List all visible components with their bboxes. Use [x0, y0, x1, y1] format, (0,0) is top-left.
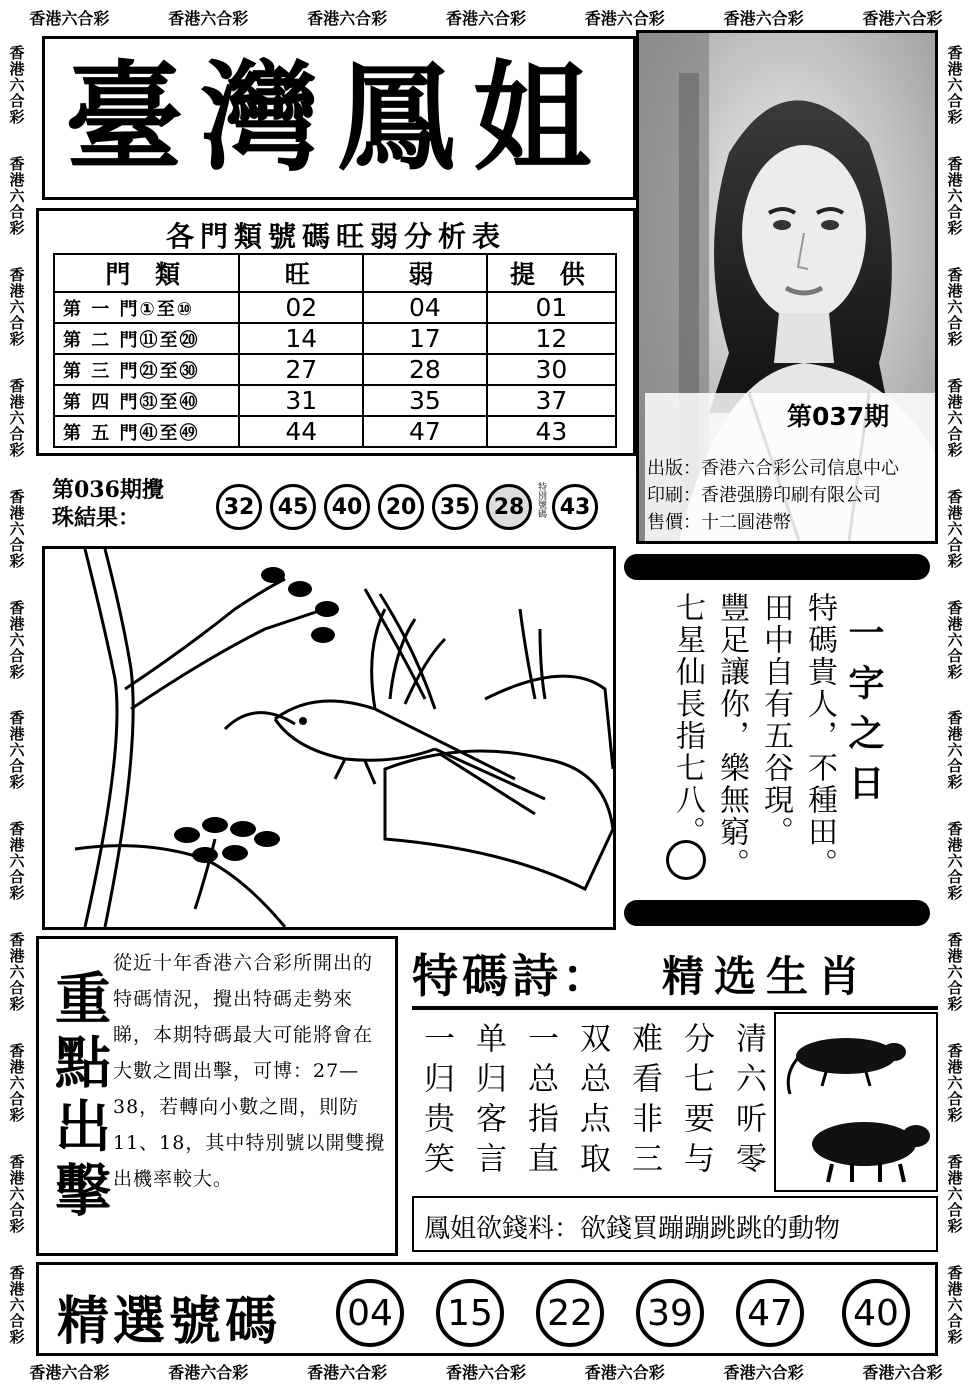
- border-text: 香港六合彩: [307, 8, 388, 28]
- side-text: 香港六合彩: [7, 821, 26, 902]
- border-text: 香港六合彩: [723, 1362, 804, 1382]
- result-ball: 45: [270, 484, 316, 530]
- weak-cell: 04: [363, 292, 487, 323]
- side-text: 香港六合彩: [7, 377, 26, 458]
- side-text: 香港六合彩: [7, 1264, 26, 1345]
- side-text: 香港六合彩: [7, 1153, 26, 1234]
- poem-column: 一归贵笑: [418, 1022, 454, 1182]
- stamp-icon: [666, 840, 706, 880]
- poem-column: 双总点取: [574, 1022, 610, 1182]
- side-text: 香港六合彩: [945, 267, 964, 348]
- border-text: 香港六合彩: [307, 1362, 388, 1382]
- border-text: 香港六合彩: [723, 8, 804, 28]
- table-row: [54, 354, 616, 385]
- side-text: 香港六合彩: [945, 377, 964, 458]
- result-ball: 28: [486, 484, 532, 530]
- strong-cell: 27: [239, 354, 363, 385]
- rat-and-pig-icon: [776, 1014, 936, 1190]
- door-cell: 第 四 門㉛至㊵: [54, 385, 239, 416]
- analysis-table: [53, 253, 617, 448]
- analysis-table-wrap: [53, 253, 617, 447]
- focus-heading: 重點出擊: [46, 969, 112, 1225]
- poem-subtitle: 精选生肖: [662, 952, 871, 1001]
- bottom-border-band: [0, 1354, 972, 1388]
- table-row: [54, 416, 616, 447]
- side-text: 香港六合彩: [945, 1042, 964, 1123]
- side-text: 香港六合彩: [945, 710, 964, 791]
- riddle-line: 特碼貴人，不種田。: [802, 592, 837, 880]
- provide-cell: 01: [487, 292, 616, 323]
- poem-grid: [412, 1010, 772, 1190]
- side-text: 香港六合彩: [7, 599, 26, 680]
- side-text: 香港六合彩: [7, 932, 26, 1013]
- left-border-band: [0, 30, 34, 1360]
- header-strong: 旺: [239, 254, 363, 292]
- border-text: 香港六合彩: [584, 1362, 665, 1382]
- weak-cell: 28: [363, 354, 487, 385]
- header-door: 門 類: [54, 254, 239, 292]
- masthead-title: 臺灣鳳姐: [65, 48, 610, 187]
- side-text: 香港六合彩: [945, 1264, 964, 1345]
- result-ball: 40: [324, 484, 370, 530]
- poem-column: 清六听零: [730, 1022, 766, 1182]
- door-cell: 第 三 門㉑至㉚: [54, 354, 239, 385]
- pick-number: 04: [336, 1279, 404, 1347]
- picks-label: 精選號碼: [57, 1292, 282, 1352]
- border-text: 香港六合彩: [168, 8, 249, 28]
- bird-illustration: [45, 549, 613, 927]
- table-row: [54, 292, 616, 323]
- border-text: 香港六合彩: [445, 1362, 526, 1382]
- poem-column: 难看非三: [626, 1022, 662, 1182]
- strong-cell: 02: [239, 292, 363, 323]
- side-text: 香港六合彩: [7, 1042, 26, 1123]
- side-text: 香港六合彩: [7, 156, 26, 237]
- results-label-line1: 第036期攪: [52, 477, 164, 503]
- weak-cell: 47: [363, 416, 487, 447]
- weak-cell: 35: [363, 385, 487, 416]
- result-ball: 20: [378, 484, 424, 530]
- pick-number: 22: [536, 1279, 604, 1347]
- issue-label: 第037期: [787, 402, 890, 431]
- poem-column: 分七要与: [678, 1022, 714, 1182]
- riddle-heading: 一字之日: [843, 614, 885, 814]
- riddle-panel: [632, 584, 922, 896]
- header-weak: 弱: [363, 254, 487, 292]
- side-text: 香港六合彩: [945, 599, 964, 680]
- poem-column: 单归客言: [470, 1022, 506, 1182]
- side-text: 香港六合彩: [945, 45, 964, 126]
- result-ball: 32: [216, 484, 262, 530]
- publisher-price: 售價：十二圓港幣: [647, 512, 791, 533]
- provide-cell: 37: [487, 385, 616, 416]
- publisher-publish: 出版：香港六合彩公司信息中心: [647, 458, 899, 479]
- border-text: 香港六合彩: [168, 1362, 249, 1382]
- bird-illustration-panel: [42, 546, 616, 930]
- strong-cell: 44: [239, 416, 363, 447]
- riddle-line: 田中自有五谷現。: [758, 592, 793, 848]
- right-border-band: [938, 30, 972, 1360]
- border-text: 香港六合彩: [862, 1362, 943, 1382]
- analysis-title: 各門類號碼旺弱分析表: [165, 220, 506, 253]
- pick-number: 15: [436, 1279, 504, 1347]
- result-ball: 35: [432, 484, 478, 530]
- top-border-band: [0, 0, 972, 34]
- side-text: 香港六合彩: [945, 821, 964, 902]
- masthead: [42, 36, 636, 200]
- door-cell: 第 二 門⑪至⑳: [54, 323, 239, 354]
- zodiac-animals-panel: [774, 1012, 938, 1192]
- side-text: 香港六合彩: [945, 932, 964, 1013]
- publisher-info: [647, 455, 899, 536]
- side-text: 香港六合彩: [945, 156, 964, 237]
- special-label: 特別號碼: [536, 482, 546, 518]
- focus-panel: [36, 936, 398, 1256]
- side-text: 香港六合彩: [7, 45, 26, 126]
- analysis-panel: [36, 208, 636, 456]
- door-cell: 第 五 門㊶至㊾: [54, 416, 239, 447]
- results-label: [52, 476, 164, 532]
- side-text: 香港六合彩: [7, 267, 26, 348]
- portrait-photo: [636, 30, 938, 544]
- provide-cell: 12: [487, 323, 616, 354]
- focus-text: 從近十年香港六合彩所開出的特碼情況，攪出特碼走勢來睇，本期特碼最大可能將會在大數之間出擊，可博：27—38，若轉向小數之間，則防11、18，其中特別號以開雙攪出機率較大。: [113, 952, 386, 1190]
- weak-cell: 17: [363, 323, 487, 354]
- strong-cell: 31: [239, 385, 363, 416]
- riddle-top-bar: [624, 554, 930, 580]
- border-text: 香港六合彩: [29, 8, 110, 28]
- door-cell: 第 一 門①至⑩: [54, 292, 239, 323]
- poem-title: 特碼詩：: [412, 949, 612, 1003]
- table-row: [54, 385, 616, 416]
- results-label-line2: 珠結果：: [52, 505, 141, 531]
- border-text: 香港六合彩: [584, 8, 665, 28]
- side-text: 香港六合彩: [7, 488, 26, 569]
- riddle-bottom-bar: [624, 900, 930, 926]
- provide-cell: 30: [487, 354, 616, 385]
- table-header-row: [54, 254, 616, 292]
- pick-number: 40: [842, 1279, 910, 1347]
- side-text: 香港六合彩: [945, 1153, 964, 1234]
- border-text: 香港六合彩: [445, 8, 526, 28]
- border-text: 香港六合彩: [29, 1362, 110, 1382]
- publisher-print: 印刷：香港强勝印刷有限公司: [647, 485, 881, 506]
- riddle-line: 豐足讓你，樂無窮。: [714, 592, 749, 880]
- border-text: 香港六合彩: [862, 8, 943, 28]
- riddle-line: 七星仙長指七八。: [670, 592, 705, 848]
- pick-number: 47: [736, 1279, 804, 1347]
- side-text: 香港六合彩: [7, 710, 26, 791]
- header-provide: 提 供: [487, 254, 616, 292]
- provide-cell: 43: [487, 416, 616, 447]
- money-hint-panel: [412, 1196, 938, 1252]
- table-row: [54, 323, 616, 354]
- special-ball: 43: [552, 484, 598, 530]
- side-text: 香港六合彩: [945, 488, 964, 569]
- pick-number: 39: [636, 1279, 704, 1347]
- poem-column: 一总指直: [522, 1022, 558, 1182]
- money-hint-text: 鳳姐欲錢料：欲錢買蹦蹦跳跳的動物: [424, 1214, 841, 1244]
- strong-cell: 14: [239, 323, 363, 354]
